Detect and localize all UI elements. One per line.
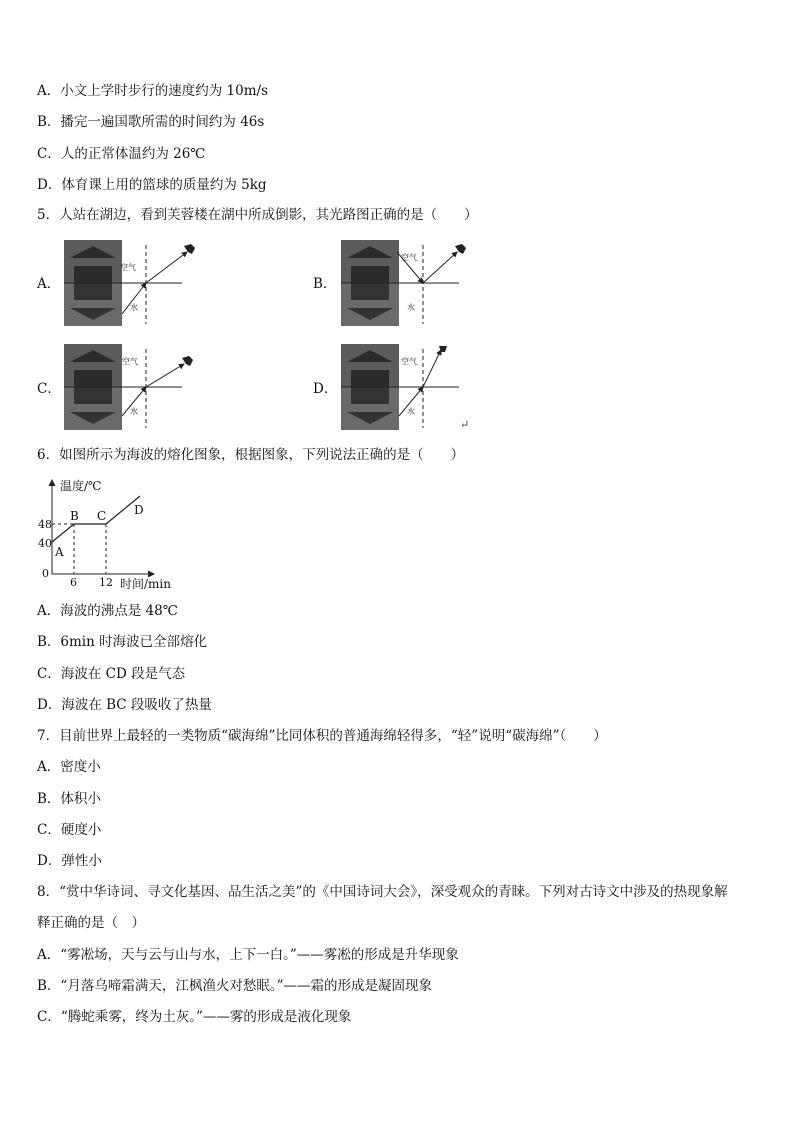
- q6-melting-graph: [30, 474, 190, 592]
- point-b-label: B: [70, 509, 79, 523]
- x-axis-label: 时间/min: [120, 577, 171, 591]
- q5-figure-d-water-label: 水: [407, 407, 415, 416]
- y-tick-0: 0: [42, 567, 49, 580]
- q6-option-d: D．海波在 BC 段吸收了热量: [37, 697, 212, 713]
- q7-option-b: B．体积小: [37, 791, 101, 807]
- q7-option-c: C．硬度小: [37, 822, 102, 838]
- q5-figure-c-water-label: 水: [130, 407, 138, 416]
- q4-option-c: C．人的正常体温约为 26℃: [37, 146, 206, 162]
- q5-figure-a-air-label: 空气: [120, 263, 136, 272]
- q5-figure-a: [64, 240, 204, 326]
- temperature-curve: [52, 496, 140, 542]
- q6-option-c: C．海波在 CD 段是气态: [37, 666, 186, 682]
- y-tick-48: 48: [38, 518, 52, 531]
- q6-stem: 6．如图所示为海波的熔化图象，根据图象，下列说法正确的是（ ）: [37, 447, 465, 463]
- q6-option-a: A．海波的沸点是 48℃: [37, 603, 178, 619]
- q8-option-a: A．“雾凇场，天与云与山与水，上下一白。”——雾凇的形成是升华现象: [37, 947, 459, 963]
- q5-figure-d-label: D．: [313, 381, 338, 397]
- q4-option-b: B．播完一遍国歌所需的时间约为 46s: [37, 114, 265, 130]
- y-axis-label: 温度/℃: [60, 479, 102, 493]
- q5-figure-d-air-label: 空气: [401, 357, 417, 366]
- point-c-label: C: [97, 509, 107, 523]
- return-mark: ↵: [460, 418, 470, 431]
- q4-option-d: D．体育课上用的篮球的质量约为 5kg: [37, 177, 267, 193]
- q5-figure-b-water-label: 水: [407, 303, 415, 312]
- q4-option-a: A．小文上学时步行的速度约为 10m/s: [37, 83, 268, 99]
- q5-figure-b-air-label: 空气: [401, 253, 417, 262]
- y-tick-40: 40: [38, 537, 52, 550]
- q5-stem: 5．人站在湖边，看到芙蓉楼在湖中所成倒影，其光路图正确的是（ ）: [37, 207, 478, 223]
- point-d-label: D: [134, 503, 144, 517]
- q7-stem: 7．目前世界上最轻的一类物质“碳海绵”比同体积的普通海绵轻得多，“轻”说明“碳海绵”（ ）: [37, 728, 607, 744]
- q5-figure-c-air-label: 空气: [122, 357, 138, 366]
- q8-stem-line2: 释正确的是（ ）: [37, 915, 145, 931]
- q7-option-a: A．密度小: [37, 759, 101, 775]
- q5-figure-c: [64, 344, 204, 430]
- q5-figure-a-label: A．: [37, 276, 61, 292]
- q8-option-c: C．“腾蛇乘雾，终为土灰。”——雾的形成是液化现象: [37, 1009, 352, 1025]
- q5-figure-b: [341, 240, 481, 326]
- q5-figure-b-label: B．: [313, 276, 337, 292]
- q5-figure-c-label: C．: [37, 381, 61, 397]
- q6-option-b: B．6min 时海波已全部熔化: [37, 634, 208, 650]
- q7-option-d: D．弹性小: [37, 853, 102, 869]
- q8-option-b: B．“月落乌啼霜满天，江枫渔火对愁眠。”——霜的形成是凝固现象: [37, 978, 432, 994]
- q5-figure-a-water-label: 水: [130, 303, 138, 312]
- point-a-label: A: [55, 545, 64, 559]
- q8-stem-line1: 8．“赏中华诗词、寻文化基因、品生活之美”的《中国诗词大会》，深受观众的青睐。下列对古诗文中涉及的热现象解: [37, 884, 728, 900]
- x-tick-12: 12: [99, 576, 113, 589]
- x-tick-6: 6: [70, 576, 77, 589]
